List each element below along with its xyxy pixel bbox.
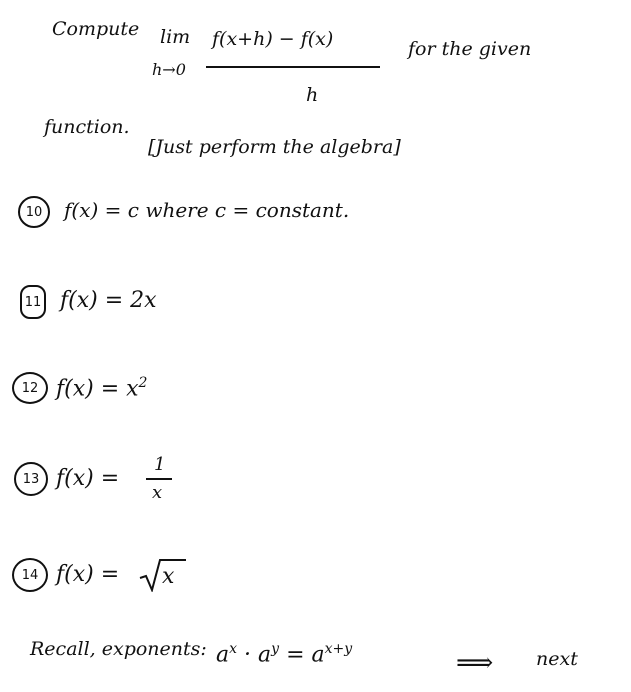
dot: ·: [244, 642, 252, 668]
problem-number-badge: [12, 558, 48, 592]
equals: =: [286, 642, 305, 668]
exponent: x: [229, 641, 238, 657]
problem-expression: f(x) = 2x: [60, 288, 157, 313]
problem-expression-text: f(x) = x: [56, 376, 139, 402]
problem-number-badge: [12, 372, 48, 404]
recall-label: Recall, exponents:: [30, 638, 207, 660]
exponent: 2: [138, 375, 148, 391]
function-text: function.: [44, 116, 130, 138]
recall-formula: [216, 642, 352, 666]
problem-number-badge: [18, 196, 50, 228]
next-label: next: [536, 648, 578, 670]
lim-label: lim: [160, 26, 191, 48]
problem-lhs: f(x) =: [56, 466, 120, 491]
problem-expression: f(x) = c where c = constant.: [64, 198, 350, 222]
base: a: [258, 642, 272, 668]
algebra-note: [Just perform the algebra]: [148, 136, 401, 158]
for-given-text: for the given: [408, 38, 532, 60]
exponent: x+y: [324, 641, 353, 657]
problem-number: 11: [24, 294, 42, 310]
next-arrow-icon: ⟹: [456, 648, 494, 678]
compute-label: Compute: [52, 18, 140, 40]
limit-denominator: h: [306, 84, 319, 106]
fraction-denominator: x: [152, 482, 163, 503]
problem-number-badge: [20, 285, 46, 319]
problem-lhs: f(x) =: [56, 562, 120, 587]
limit-numerator: f(x+h) − f(x): [212, 28, 334, 50]
problem-number: 13: [22, 471, 40, 487]
problem-number: 10: [25, 204, 43, 220]
base: a: [311, 642, 325, 668]
fraction-bar: [206, 66, 380, 68]
exponent: y: [271, 641, 280, 657]
base: a: [216, 642, 230, 668]
problem-number: 14: [21, 567, 39, 583]
fraction-numerator: 1: [154, 454, 166, 475]
problem-number: 12: [21, 380, 39, 396]
problem-number-badge: [14, 462, 48, 496]
problem-expression: [56, 376, 147, 400]
radicand: x: [162, 564, 175, 589]
lim-subscript: h→0: [152, 60, 186, 79]
fraction-bar: [146, 478, 172, 480]
